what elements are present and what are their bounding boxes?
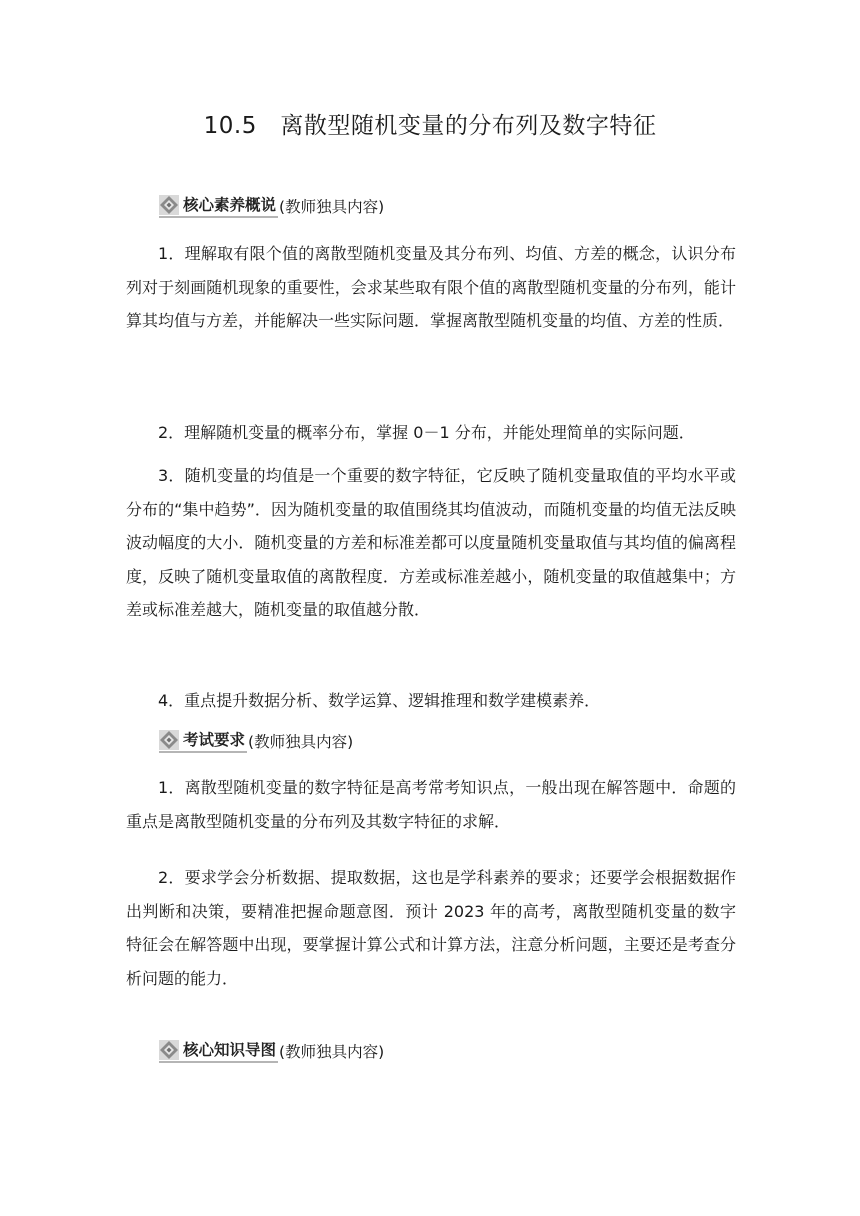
section-heading-knowledge-map <box>159 1039 384 1063</box>
section-badge <box>159 1039 278 1063</box>
section-label: 考试要求 <box>183 731 246 749</box>
diamond-badge-icon <box>159 195 179 215</box>
diamond-badge-icon <box>159 1040 179 1060</box>
section-note: (教师独具内容) <box>279 198 385 216</box>
paragraph: 1．离散型随机变量的数字特征是高考常考知识点，一般出现在解答题中．命题的重点是离散型随机变量的分布列及其数字特征的求解． <box>126 778 736 831</box>
paragraph: 2．理解随机变量的概率分布，掌握 0－1 分布，并能处理简单的实际问题． <box>158 423 695 442</box>
section-label: 核心素养概说 <box>183 196 277 214</box>
paragraph: 4．重点提升数据分析、数学运算、逻辑推理和数学建模素养． <box>158 691 601 710</box>
diamond-badge-icon <box>159 730 179 750</box>
paragraph: 1．理解取有限个值的离散型随机变量及其分布列、均值、方差的概念，认识分布列对于刻画随机现象的重要性，会求某些取有限个值的离散型随机变量的分布列，能计算其均值与方差，并能解决一些实际问题．掌握离散型随机变量的均值、方差的性质． <box>126 244 736 330</box>
section-note: (教师独具内容) <box>248 733 354 751</box>
section-badge <box>159 729 247 753</box>
section-badge <box>159 194 278 218</box>
section-note: (教师独具内容) <box>279 1043 385 1061</box>
section-heading-exam-requirements <box>159 729 353 753</box>
section-label: 核心知识导图 <box>183 1041 277 1059</box>
section-heading-core-literacy <box>159 194 384 218</box>
paragraph: 3．随机变量的均值是一个重要的数字特征，它反映了随机变量取值的平均水平或分布的“集中趋势”．因为随机变量的取值围绕其均值波动，而随机变量的均值无法反映波动幅度的大小．随机变量的方差和标准差都可以度量随机变量取值与其均值的偏离程度，反映了随机变量取值的离散程度．方差或标准差越小，随机变量的取值越集中；方差或标准差越大，随机变量的取值越分散． <box>126 466 736 619</box>
page-title: 10.5 离散型随机变量的分布列及数字特征 <box>203 113 657 139</box>
paragraph: 2．要求学会分析数据、提取数据，这也是学科素养的要求；还要学会根据数据作出判断和决策，要精准把握命题意图．预计 2023 年的高考，离散型随机变量的数字特征会在解答题中出现，要掌握计算公式和计算方法，注意分析问题，主要还是考查分析问题的能力． <box>126 868 736 988</box>
